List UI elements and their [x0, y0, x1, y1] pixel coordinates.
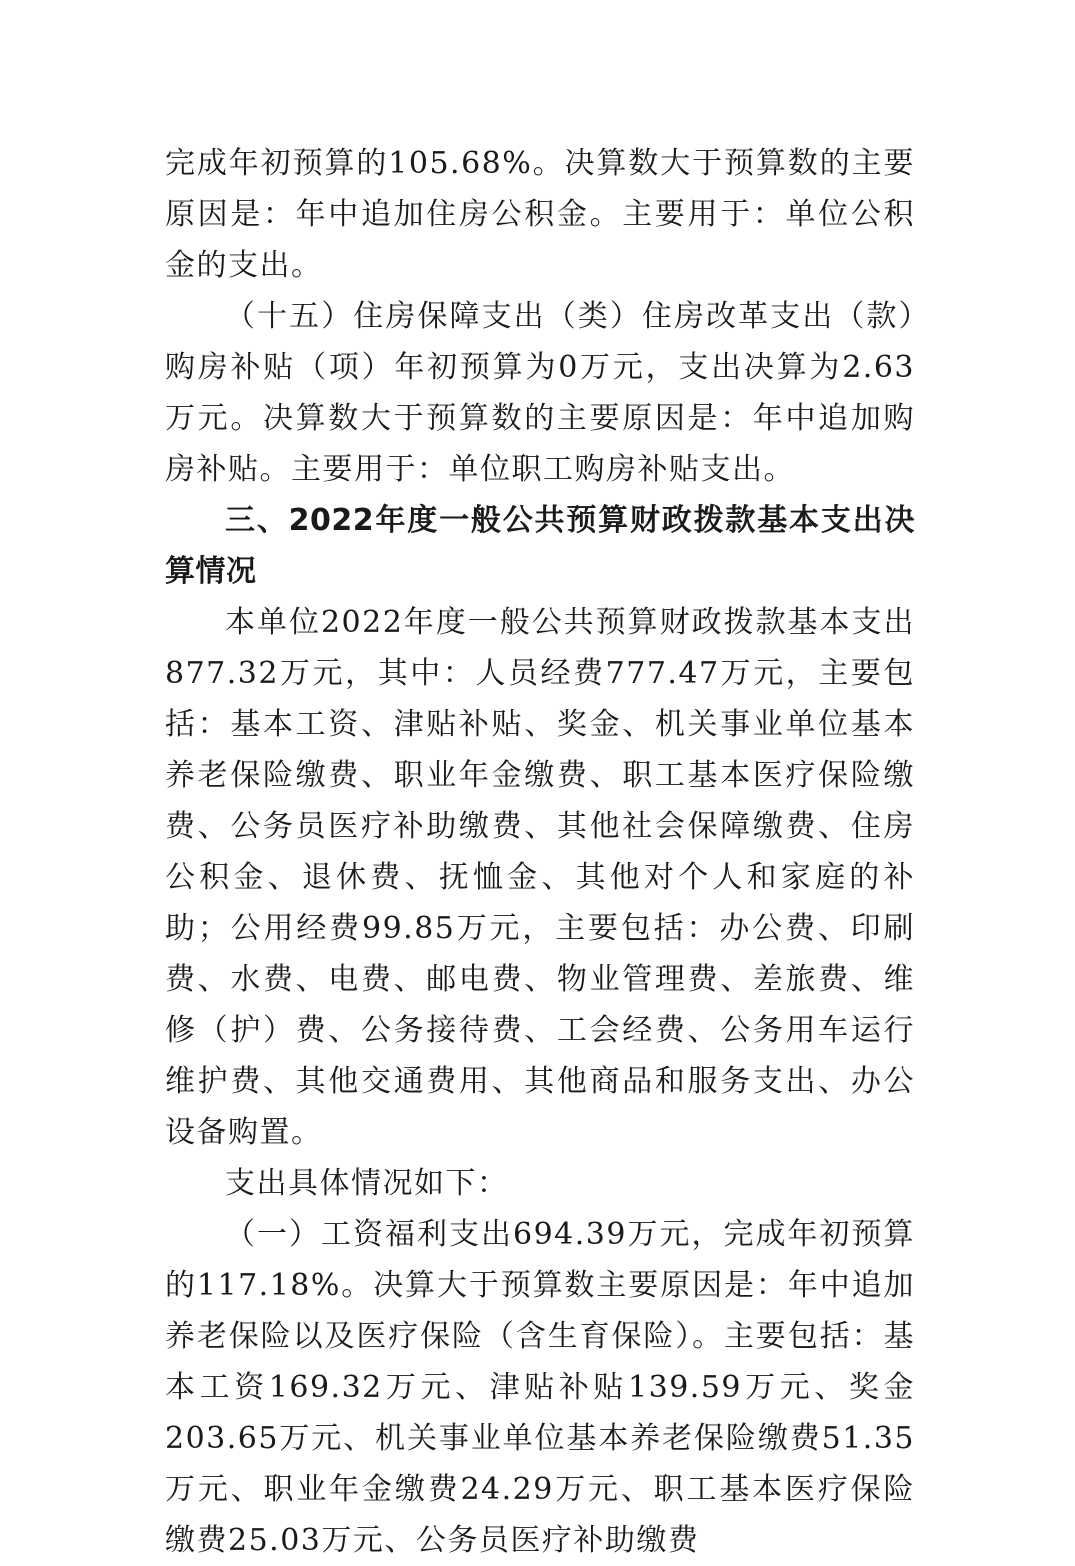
section-heading-basic-expenditure: 三、2022年度一般公共预算财政拨款基本支出决算情况 — [165, 503, 915, 589]
paragraph-housing-subsidy: （十五）住房保障支出（类）住房改革支出（款）购房补贴（项）年初预算为0万元，支出决算为2.63万元。决算数大于预算数的主要原因是：年中追加购房补贴。主要用于：单位职工购房补贴支出。 — [165, 299, 915, 487]
paragraph-continuation: 完成年初预算的105.68%。决算数大于预算数的主要原因是：年中追加住房公积金。主要用于：单位公积金的支出。 — [165, 146, 915, 283]
paragraph-details-intro: 支出具体情况如下： — [225, 1166, 509, 1201]
paragraph-basic-expenditure-summary: 本单位2022年度一般公共预算财政拨款基本支出877.32万元，其中：人员经费777.47万元，主要包括：基本工资、津贴补贴、奖金、机关事业单位基本养老保险缴费、职业年金缴费、职工基本医疗保险缴费、公务员医疗补助缴费、其他社会保障缴费、住房公积金、退休费、抚恤金、其他对个人和家庭的补助；公用经费99.85万元，主要包括：办公费、印刷费、水费、电费、邮电费、物业管理费、差旅费、维修（护）费、公务接待费、工会经费、公务用车运行维护费、其他交通费用、其他商品和服务支出、办公设备购置。 — [165, 605, 915, 1150]
paragraph-wages-welfare: （一）工资福利支出694.39万元，完成年初预算的117.18%。决算大于预算数主要原因是：年中追加养老保险以及医疗保险（含生育保险）。主要包括：基本工资169.32万元、津贴补贴139.59万元、奖金203.65万元、机关事业单位基本养老保险缴费51.35万元、职业年金缴费24.29万元、职工基本医疗保险缴费25.03万元、公务员医疗补助缴费 — [165, 1217, 915, 1558]
document-body — [165, 138, 915, 1566]
